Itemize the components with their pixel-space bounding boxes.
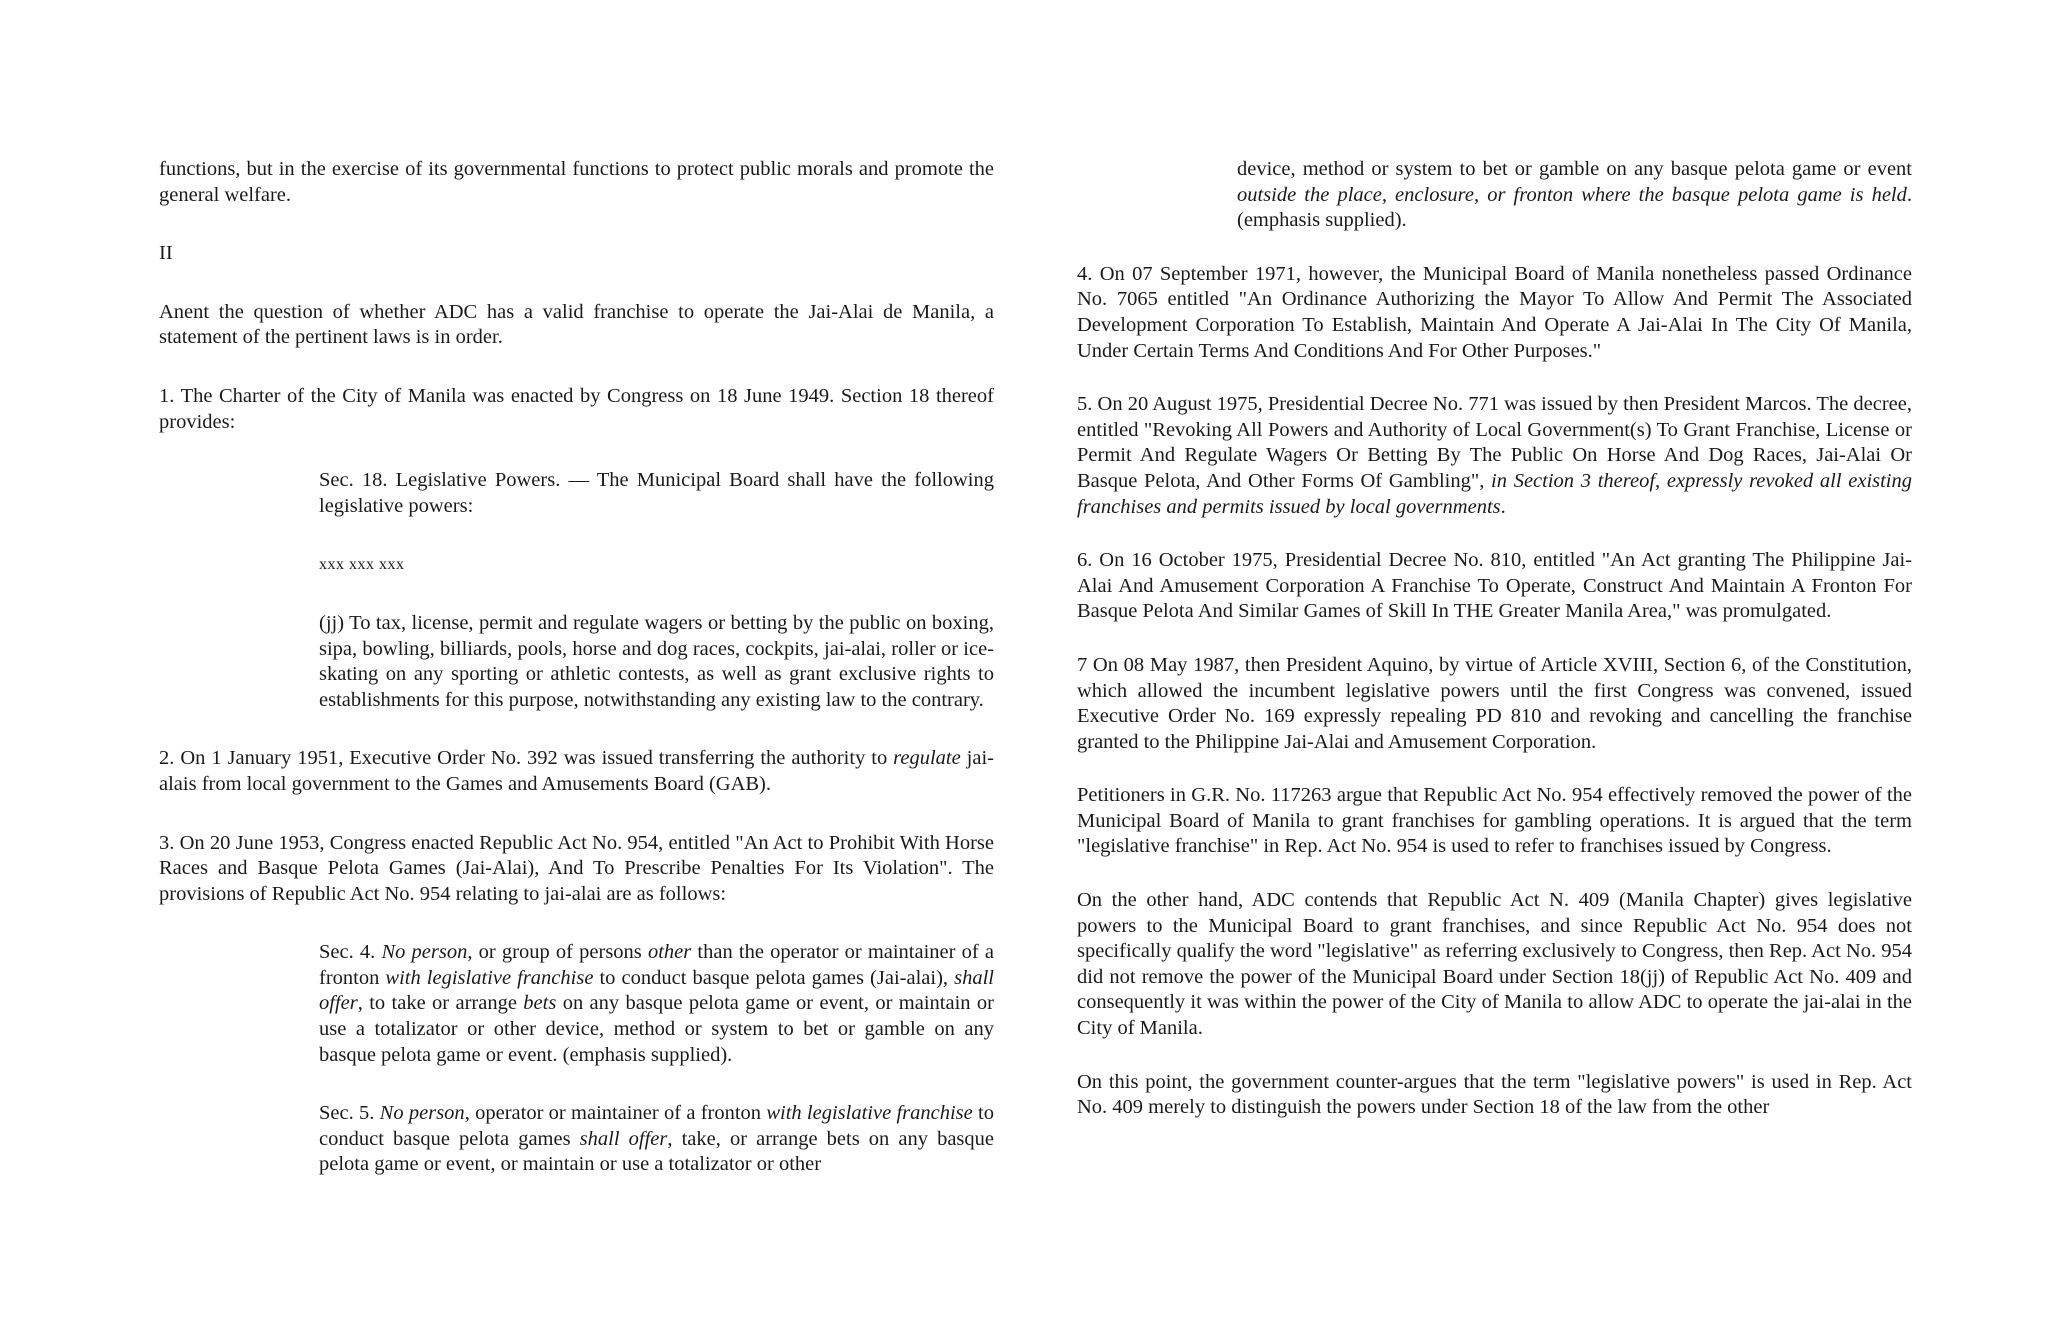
paragraph-pd-771: 5. On 20 August 1975, Presidential Decree No. 771 was issued by then President Marcos. The decree, entitled "Revoking All Powers and Authority of Local Government(s) To Grant Franchise, License or Permit And Regulate Wagers Or Betting By The Public On Horse And Dog Races, Jai-Alai Or Basque Pelota, And Other Forms Of Gambling", in Section 3 thereof, expressly revoked all existing franchises and permits issued by local governments.: [1077, 393, 1913, 518]
paragraph-functions: functions, but in the exercise of its governmental functions to protect public morals and promote the general welfare.: [159, 158, 994, 206]
quote-ellipsis: xxx xxx xxx: [319, 556, 405, 574]
paragraph-eo-392: 2. On 1 January 1951, Executive Order No. 392 was issued transferring the authority to regulate jai-alais from local government to the Games and Amusements Board (GAB).: [159, 747, 994, 795]
quote-sec-5: Sec. 5. No person, operator or maintainer of a fronton with legislative franchise to conduct basque pelota games shall offer, take, or arrange bets on any basque pelota game or event, or maintain or use a totalizator or other: [319, 1102, 995, 1176]
paragraph-government-counter: On this point, the government counter-argues that the term "legislative powers" is used in Rep. Act No. 409 merely to distinguish the powers under Section 18 of the law from the other: [1077, 1070, 1912, 1119]
paragraph-ordinance-7065: 4. On 07 September 1971, however, the Municipal Board of Manila nonetheless passed Ordinance No. 7065 entitled "An Ordinance Authorizing the Mayor To Allow And Permit The Associated Development Corporation To Establish, Maintain And Operate A Jai-Alai In The City Of Manila, Under Certain Terms And Conditions And For Other Purposes.": [1077, 262, 1912, 362]
paragraph-adc-contends: On the other hand, ADC contends that Republic Act N. 409 (Manila Chapter) gives legislative powers to the Municipal Board to grant franchises, and since Republic Act No. 954 does not specifically qualify the word "legislative" as referring exclusively to Congress, then Rep. Act No. 954 did not remove the power of the Municipal Board under Section 18(jj) of Republic Act No. 409 and consequently it was within the power of the City of Manila to allow ADC to operate the jai-alai in the City of Manila.: [1077, 889, 1912, 1040]
right-page: [1077, 157, 1912, 1121]
quote-sec-4: Sec. 4. No person, or group of persons other than the operator or maintainer of a fronton with legislative franchise to conduct basque pelota games (Jai-alai), shall offer, to take or arrange bets on any basque pelota game or event, or maintain or use a totalizator or other device, method or system to bet or gamble on any basque pelota game or event. (emphasis supplied).: [319, 941, 994, 1066]
paragraph-anent: Anent the question of whether ADC has a valid franchise to operate the Jai-Alai de Manila, a statement of the pertinent laws is in order.: [159, 300, 994, 349]
paragraph-eo-169: 7 On 08 May 1987, then President Aquino, by virtue of Article XVIII, Section 6, of the Constitution, which allowed the incumbent legislative powers until the first Congress was convened, issued Executive Order No. 169 expressly repealing PD 810 and revoking and cancelling the franchise granted to the Philippine Jai-Alai and Amusement Corporation.: [1077, 653, 1912, 753]
section-numeral: II: [159, 242, 173, 265]
paragraph-charter: 1. The Charter of the City of Manila was enacted by Congress on 18 June 1949. Section 18 thereof provides:: [159, 384, 994, 433]
left-page: [159, 157, 994, 1178]
paragraph-ra-954: 3. On 20 June 1953, Congress enacted Republic Act No. 954, entitled "An Act to Prohibit With Horse Races and Basque Pelota Games (Jai-Alai), And To Prescribe Penalties For Its Violation". The provisions of Republic Act No. 954 relating to jai-alai are as follows:: [159, 831, 994, 905]
quote-jj: (jj) To tax, license, permit and regulate wagers or betting by the public on boxing, sipa, bowling, billiards, pools, horse and dog races, cockpits, jai-alai, roller or ice-skating on any sporting or athletic contests, as well as grant exclusive rights to establishments for this purpose, notwithstanding any existing law to the contrary.: [319, 611, 994, 711]
paragraph-pd-810: 6. On 16 October 1975, Presidential Decree No. 810, entitled "An Act granting The Philippine Jai-Alai And Amusement Corporation A Franchise To Operate, Construct And Maintain A Fronton For Basque Pelota And Similar Games of Skill In THE Greater Manila Area," was promulgated.: [1077, 549, 1912, 623]
quote-sec-18: Sec. 18. Legislative Powers. — The Municipal Board shall have the following legislative powers:: [319, 469, 994, 517]
paragraph-petitioners: Petitioners in G.R. No. 117263 argue that Republic Act No. 954 effectively removed the power of the Municipal Board of Manila to grant franchises for gambling operations. It is argued that the term "legislative franchise" in Rep. Act No. 954 is used to refer to franchises issued by Congress.: [1077, 784, 1912, 858]
quote-sec-5-continued: device, method or system to bet or gamble on any basque pelota game or event outside the place, enclosure, or fronton where the basque pelota game is held. (emphasis supplied).: [1237, 158, 1912, 232]
